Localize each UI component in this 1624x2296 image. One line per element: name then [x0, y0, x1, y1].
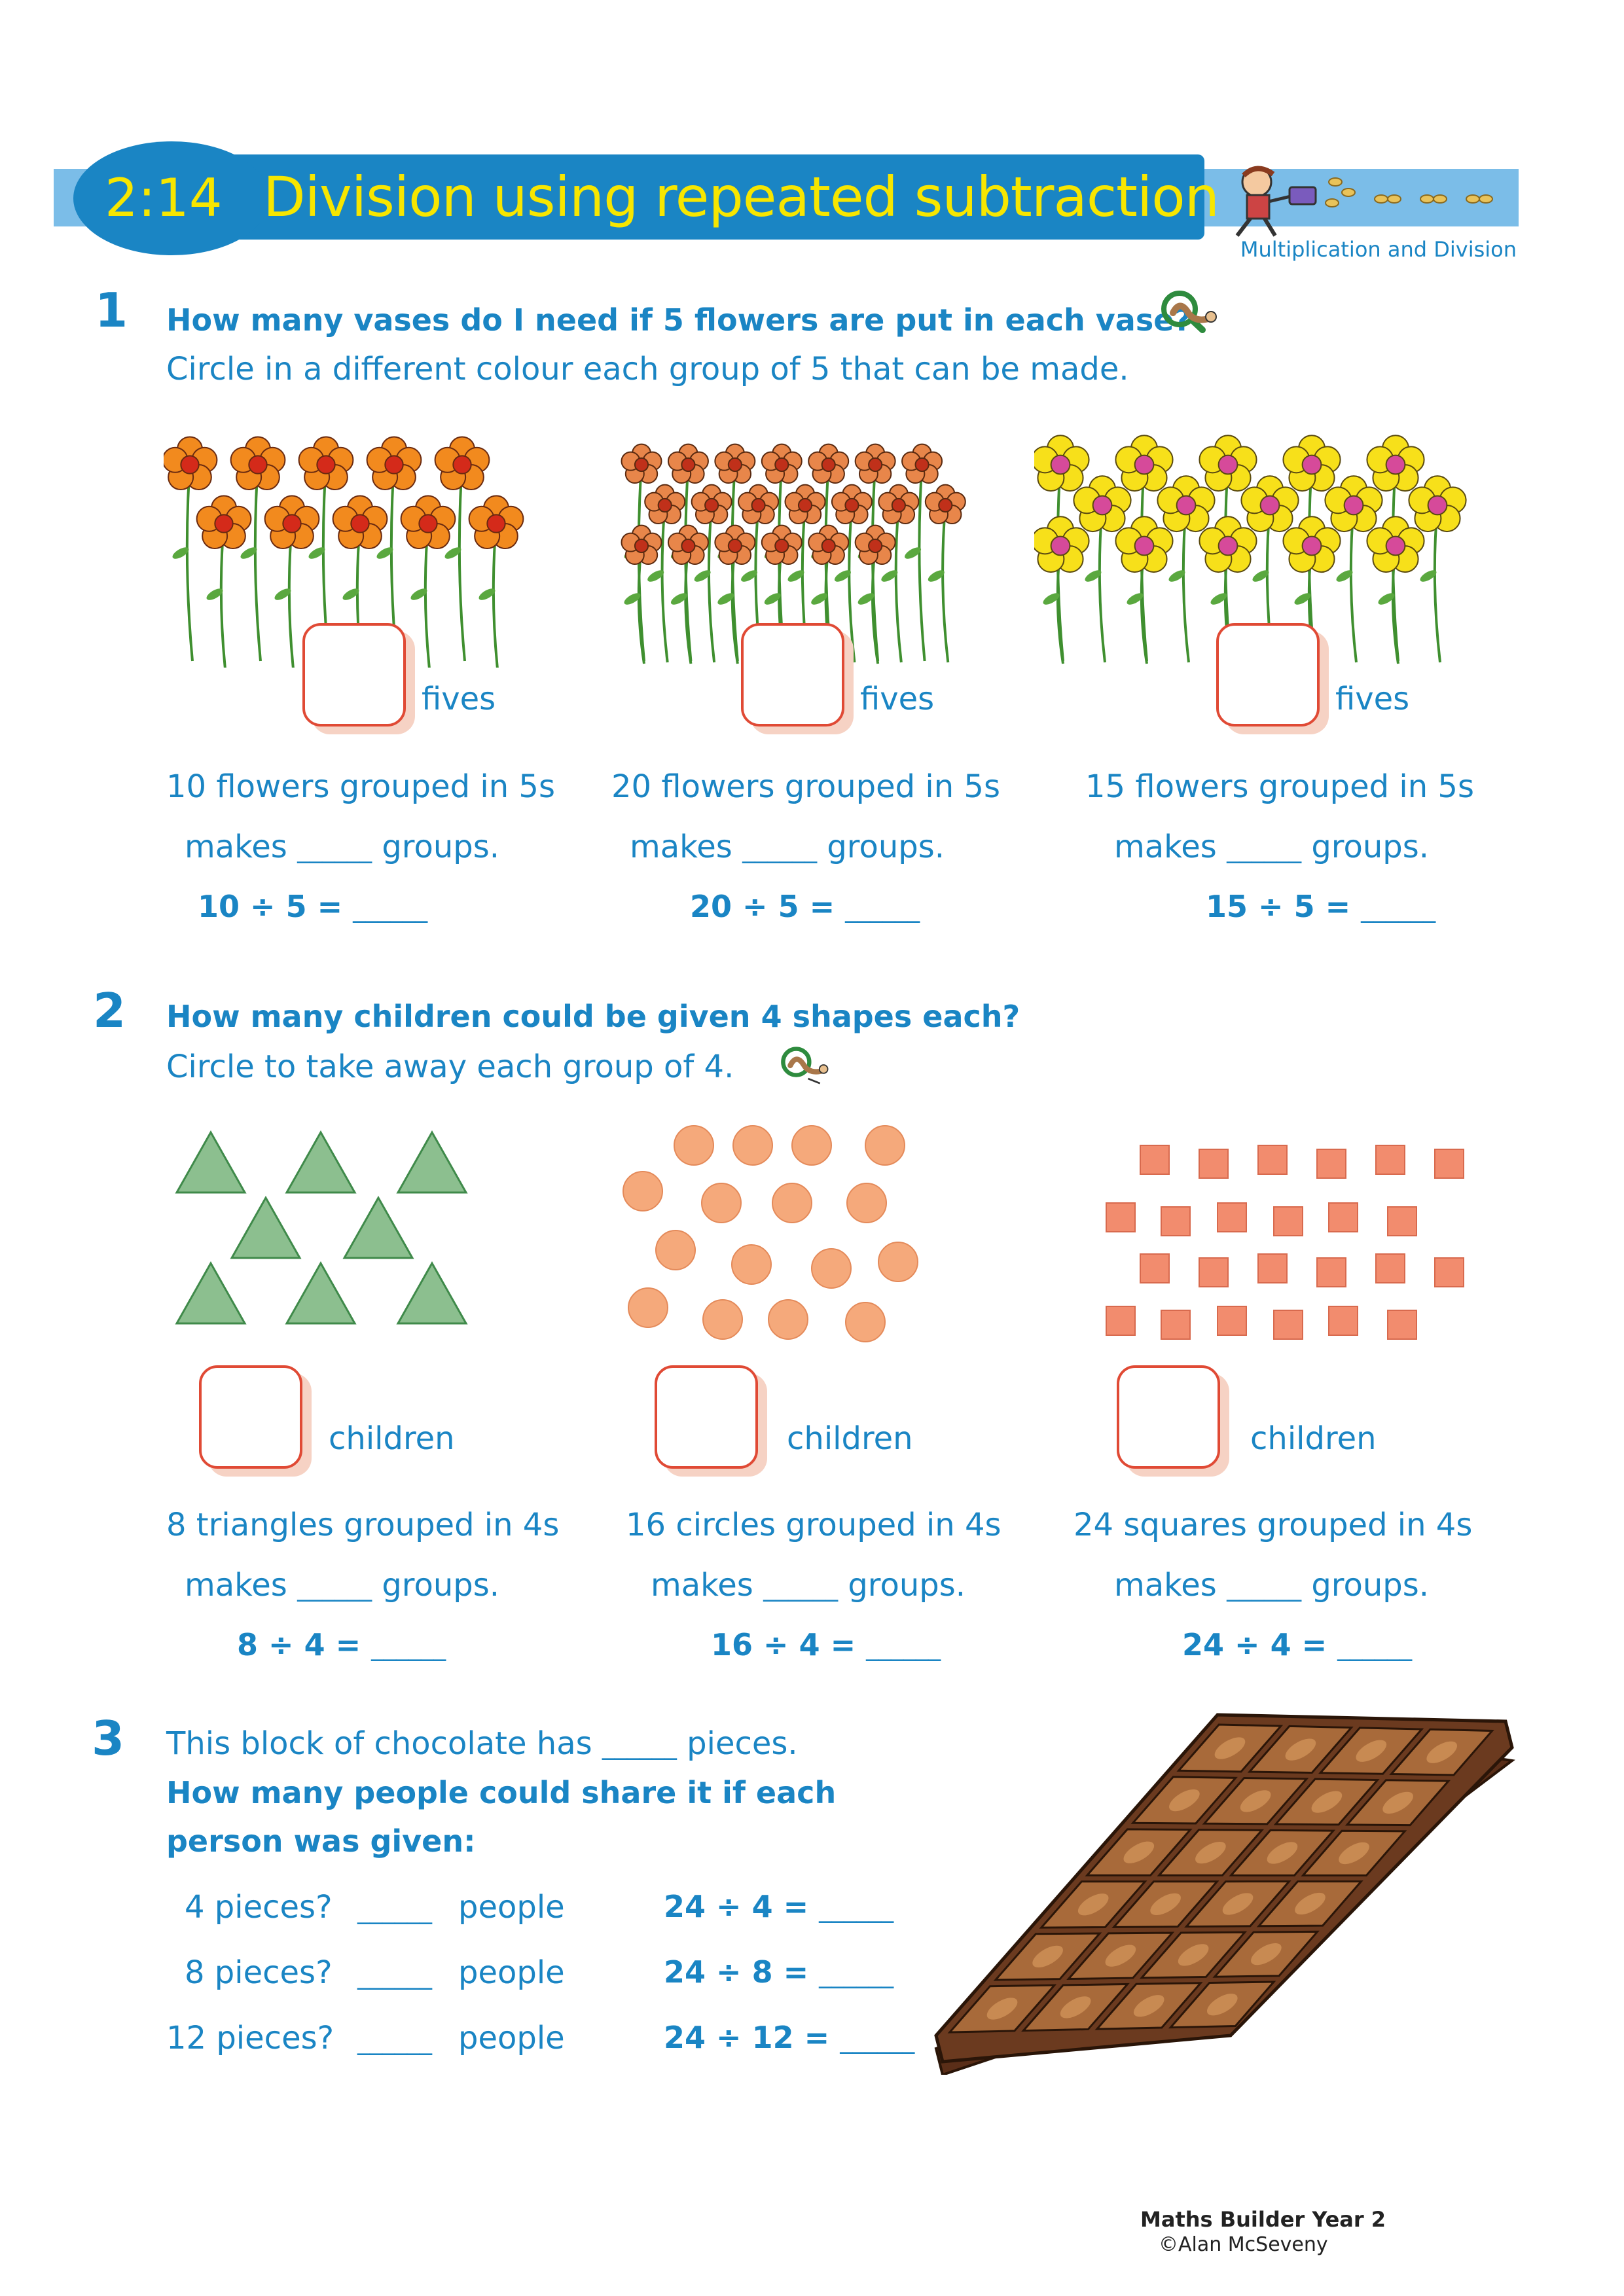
pieces-text: 8 pieces?: [185, 1954, 333, 1991]
makes-label: makes: [651, 1567, 753, 1604]
equation-text: 24 ÷ 12 =: [664, 2020, 830, 2055]
flower: [164, 437, 217, 661]
makes-answer-blank[interactable]: ______: [1227, 1573, 1302, 1602]
equation-answer-blank[interactable]: ______: [819, 1894, 894, 1923]
group-3-description: 15 flowers grouped in 5s: [1085, 768, 1474, 805]
flower: [645, 485, 685, 662]
makes-label: makes: [185, 1567, 287, 1604]
shape-group-1-description: 8 triangles grouped in 4s: [166, 1507, 560, 1543]
circle-shape: [768, 1300, 808, 1339]
share-row-3-people: people: [458, 2020, 565, 2056]
box-label-children-3: children: [1250, 1420, 1377, 1457]
shape-group-1-equation: [237, 1627, 446, 1662]
equation-text: 24 ÷ 4 =: [1182, 1627, 1327, 1662]
question-2-instruction: Circle to take away each group of 4.: [166, 1049, 734, 1085]
group-1-description: 10 flowers grouped in 5s: [166, 768, 555, 805]
equation-text: 16 ÷ 4 =: [711, 1627, 856, 1662]
makes-label: makes: [185, 829, 287, 865]
circle-shape: [628, 1288, 668, 1327]
makes-label: makes: [630, 829, 732, 865]
mascot-icon: [1211, 162, 1506, 241]
equation-answer-blank[interactable]: ______: [353, 894, 428, 923]
groups-label: groups.: [382, 829, 499, 865]
triangles-group: [170, 1113, 484, 1348]
pieces-text: 12 pieces?: [166, 2020, 334, 2056]
square-shape: [1329, 1203, 1358, 1232]
share-row-2-blank[interactable]: ______: [357, 1961, 432, 1990]
question-3-number: 3: [92, 1711, 125, 1766]
box-label-fives-2: fives: [860, 681, 935, 717]
square-shape: [1140, 1254, 1169, 1283]
makes-answer-blank[interactable]: ______: [763, 1573, 839, 1602]
question-1-number: 1: [95, 283, 128, 338]
box-label-fives-1: fives: [422, 681, 496, 717]
box-label-children-2: children: [787, 1420, 913, 1457]
square-shape: [1376, 1145, 1405, 1174]
square-shape: [1258, 1145, 1287, 1174]
circle-shape: [702, 1183, 741, 1223]
makes-answer-blank[interactable]: ______: [297, 834, 372, 863]
square-shape: [1435, 1149, 1464, 1178]
makes-answer-blank[interactable]: ______: [1227, 834, 1302, 863]
groups-label: groups.: [848, 1567, 965, 1604]
circle-shape: [878, 1242, 918, 1282]
answer-box-2[interactable]: [741, 623, 844, 726]
flower: [435, 437, 490, 661]
triangle: [398, 1132, 466, 1193]
flower: [1157, 476, 1214, 662]
question-2-number: 2: [93, 983, 126, 1038]
makes-answer-blank[interactable]: ______: [742, 834, 818, 863]
group-3-makes: [1114, 829, 1429, 865]
equation-answer-blank[interactable]: ______: [1361, 894, 1436, 923]
page-title: Division using repeated subtraction: [263, 165, 1219, 229]
triangle: [177, 1263, 245, 1323]
square-shape: [1258, 1254, 1287, 1283]
square-shape: [1218, 1203, 1246, 1232]
shape-group-3-description: 24 squares grouped in 4s: [1074, 1507, 1473, 1543]
pieces-text: 4 pieces?: [185, 1889, 333, 1926]
footer-copyright: ©Alan McSeveny: [1159, 2233, 1328, 2256]
equation-text: 24 ÷ 8 =: [664, 1954, 809, 1990]
flower: [469, 495, 524, 668]
circle-shape: [772, 1183, 812, 1223]
shape-group-3-equation: [1182, 1627, 1412, 1662]
flower: [621, 526, 661, 664]
answer-box-5[interactable]: [655, 1365, 758, 1469]
square-shape: [1161, 1207, 1190, 1236]
groups-label: groups.: [827, 829, 945, 865]
square-shape: [1274, 1207, 1303, 1236]
makes-label: makes: [1114, 829, 1217, 865]
square-shape: [1376, 1254, 1405, 1283]
question-2-text: How many children could be given 4 shapes each?: [166, 999, 1020, 1034]
share-row-2: [185, 1954, 333, 1991]
shape-group-3-makes: [1114, 1567, 1429, 1604]
flower: [878, 485, 918, 662]
box-label-fives-3: fives: [1335, 681, 1410, 717]
triangle: [287, 1132, 355, 1193]
triangle: [344, 1198, 412, 1258]
triangle: [398, 1263, 466, 1323]
groups-label: groups.: [1311, 1567, 1429, 1604]
equation-text: 24 ÷ 4 =: [664, 1889, 809, 1924]
flower: [902, 444, 942, 661]
circle-shape: [792, 1126, 831, 1165]
square-shape: [1161, 1310, 1190, 1339]
flower: [692, 485, 732, 662]
equation-answer-blank[interactable]: ______: [866, 1632, 941, 1661]
share-row-2-equation: [664, 1954, 893, 1990]
question-3-text-1: How many people could share it if each: [166, 1775, 837, 1810]
group-1-equation: [198, 889, 427, 924]
question-3-line1: [166, 1725, 798, 1762]
square-shape: [1388, 1207, 1416, 1236]
group-2-equation: [690, 889, 920, 924]
question-3-text-2: person was given:: [166, 1823, 476, 1859]
equation-answer-blank[interactable]: ______: [819, 1960, 894, 1988]
flower: [231, 437, 285, 661]
flower: [1409, 476, 1466, 662]
chocolate-block: [929, 1708, 1519, 2075]
answer-box-6[interactable]: [1117, 1365, 1220, 1469]
equation-answer-blank[interactable]: ______: [845, 894, 920, 923]
circle-shape: [812, 1249, 851, 1288]
square-shape: [1435, 1258, 1464, 1287]
square-shape: [1140, 1145, 1169, 1174]
box-label-children-1: children: [329, 1420, 455, 1457]
flower: [197, 495, 251, 668]
equation-text: 10 ÷ 5 =: [198, 889, 343, 924]
flower: [856, 526, 895, 664]
circle-shape: [656, 1230, 695, 1270]
shape-group-2-equation: [711, 1627, 941, 1662]
flower: [1367, 516, 1424, 664]
square-shape: [1106, 1203, 1135, 1232]
square-shape: [1329, 1306, 1358, 1335]
circle-shape: [846, 1302, 885, 1342]
circles-group: [615, 1113, 929, 1348]
flower: [1325, 476, 1382, 662]
equation-text: 15 ÷ 5 =: [1206, 889, 1351, 924]
shape-group-2-description: 16 circles grouped in 4s: [626, 1507, 1001, 1543]
share-row-2-people: people: [458, 1954, 565, 1991]
share-row-3: [166, 2020, 334, 2056]
flower: [926, 485, 965, 662]
squares-group: [1080, 1113, 1473, 1348]
answer-box-3[interactable]: [1216, 623, 1320, 726]
group-1-makes: [185, 829, 499, 865]
magnifier-worm-icon: [1153, 287, 1225, 339]
equation-answer-blank[interactable]: ______: [840, 2025, 915, 2054]
square-shape: [1317, 1149, 1346, 1178]
equation-answer-blank[interactable]: ______: [371, 1632, 446, 1661]
circle-shape: [674, 1126, 713, 1165]
topic-label: Multiplication and Division: [1240, 237, 1517, 262]
share-row-1-equation: [664, 1889, 893, 1924]
shape-group-2-makes: [651, 1567, 965, 1604]
equation-text: 8 ÷ 4 =: [237, 1627, 361, 1662]
answer-box-1[interactable]: [302, 623, 406, 726]
question-1-text: How many vases do I need if 5 flowers are put in each vase?: [166, 302, 1192, 338]
group-2-description: 20 flowers grouped in 5s: [611, 768, 1000, 805]
triangle: [232, 1198, 300, 1258]
share-row-3-equation: [664, 2020, 914, 2055]
circle-shape: [865, 1126, 905, 1165]
equation-text: 20 ÷ 5 =: [690, 889, 835, 924]
square-shape: [1218, 1306, 1246, 1335]
triangle: [177, 1132, 245, 1193]
flower: [668, 526, 708, 664]
circle-shape: [732, 1245, 771, 1284]
pieces-label: pieces.: [687, 1725, 798, 1762]
square-shape: [1199, 1258, 1228, 1287]
share-row-3-blank[interactable]: ______: [357, 2026, 432, 2055]
equation-answer-blank[interactable]: ______: [1337, 1632, 1413, 1661]
circle-shape: [623, 1172, 662, 1211]
groups-label: groups.: [382, 1567, 499, 1604]
triangle: [287, 1263, 355, 1323]
square-shape: [1199, 1149, 1228, 1178]
share-row-1-people: people: [458, 1889, 565, 1926]
magnifier-worm-icon: [772, 1039, 838, 1092]
square-shape: [1388, 1310, 1416, 1339]
pieces-answer-blank[interactable]: ______: [602, 1731, 677, 1760]
circle-shape: [703, 1300, 742, 1339]
groups-label: groups.: [1311, 829, 1429, 865]
lesson-number: 2:14: [105, 168, 223, 228]
circle-shape: [733, 1126, 772, 1165]
group-3-equation: [1206, 889, 1435, 924]
share-row-1: [185, 1889, 333, 1926]
square-shape: [1106, 1306, 1135, 1335]
makes-answer-blank[interactable]: ______: [297, 1573, 372, 1602]
footer-book-title: Maths Builder Year 2: [1140, 2207, 1386, 2232]
chocolate-text: This block of chocolate has: [166, 1725, 592, 1762]
flower: [401, 495, 456, 668]
square-shape: [1274, 1310, 1303, 1339]
flower: [1074, 476, 1130, 662]
group-2-makes: [630, 829, 945, 865]
answer-box-4[interactable]: [199, 1365, 302, 1469]
square-shape: [1317, 1258, 1346, 1287]
makes-label: makes: [1114, 1567, 1217, 1604]
circle-shape: [847, 1183, 886, 1223]
shape-group-1-makes: [185, 1567, 499, 1604]
share-row-1-blank[interactable]: ______: [357, 1895, 432, 1924]
flower: [1115, 516, 1172, 664]
question-1-instruction: Circle in a different colour each group of 5 that can be made.: [166, 351, 1129, 387]
